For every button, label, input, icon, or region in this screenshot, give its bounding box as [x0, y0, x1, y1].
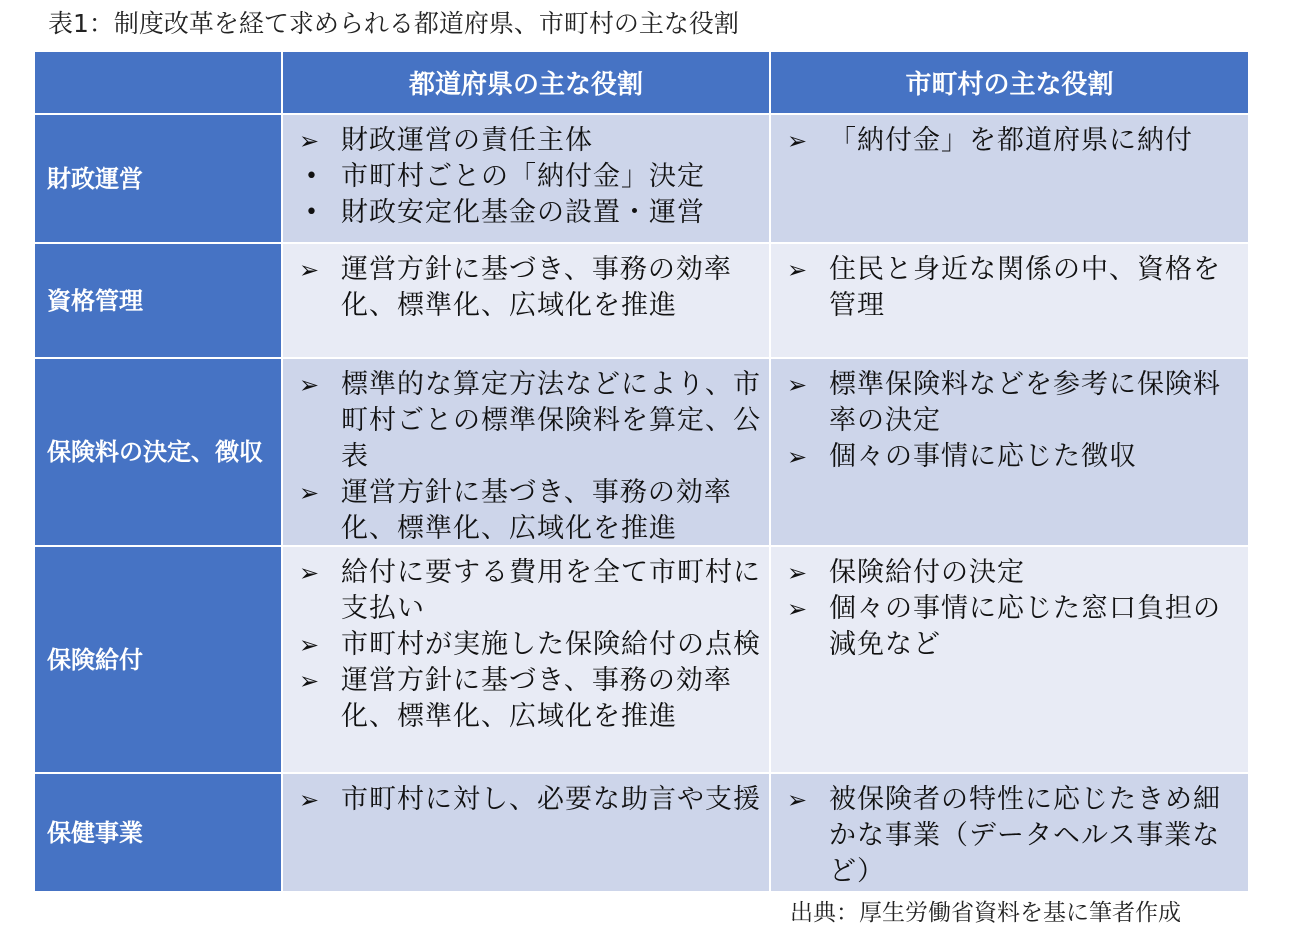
arrow-bullet-icon: ➢	[299, 479, 320, 507]
arrow-bullet-icon: ➢	[787, 786, 808, 814]
cell-municipality-finance	[771, 115, 1248, 242]
list-item	[783, 367, 1240, 439]
list-item-text: 被保険者の特性に応じたきめ細かな事業（データヘルス事業など）	[829, 784, 1221, 887]
list-item-text: 市町村に対し、必要な助言や支援	[341, 784, 761, 815]
row-label-benefits: 保険給付	[35, 547, 281, 772]
cell-prefecture-premium	[283, 359, 769, 545]
list-item-text: 給付に要する費用を全て市町村に支払い	[341, 557, 761, 624]
arrow-bullet-icon: ➢	[299, 127, 320, 155]
arrow-bullet-icon: ➢	[299, 559, 320, 587]
header-prefecture: 都道府県の主な役割	[283, 52, 769, 113]
cell-prefecture-eligibility	[283, 244, 769, 357]
list-item-text: 「納付金」を都道府県に納付	[829, 125, 1193, 156]
list-item	[295, 627, 761, 663]
cell-municipality-health	[771, 774, 1248, 891]
header-blank	[35, 52, 281, 113]
list-item-text: 運営方針に基づき、事務の効率化、標準化、広域化を推進	[341, 665, 732, 732]
item-list	[295, 367, 761, 545]
list-item-text: 住民と身近な関係の中、資格を管理	[829, 254, 1221, 321]
list-item	[295, 555, 761, 627]
item-list	[783, 367, 1240, 475]
list-item	[783, 439, 1240, 475]
list-item-text: 標準的な算定方法などにより、市町村ごとの標準保険料を算定、公表	[341, 369, 761, 472]
table-title: 表1：制度改革を経て求められる都道府県、市町村の主な役割	[48, 9, 739, 38]
list-item-text: 個々の事情に応じた窓口負担の減免など	[829, 593, 1221, 660]
item-list	[295, 252, 761, 324]
list-item	[783, 252, 1240, 324]
arrow-bullet-icon: ➢	[787, 256, 808, 284]
cell-municipality-premium	[771, 359, 1248, 545]
list-item-text: 財政安定化基金の設置・運営	[341, 197, 705, 228]
item-list	[295, 123, 761, 231]
dot-bullet-icon: •	[305, 200, 318, 225]
arrow-bullet-icon: ➢	[299, 667, 320, 695]
arrow-bullet-icon: ➢	[299, 256, 320, 284]
arrow-bullet-icon: ➢	[787, 559, 808, 587]
arrow-bullet-icon: ➢	[299, 371, 320, 399]
item-list	[783, 555, 1240, 663]
list-item-text: 運営方針に基づき、事務の効率化、標準化、広域化を推進	[341, 254, 732, 321]
list-item	[295, 159, 761, 195]
list-item	[295, 252, 761, 324]
list-item	[295, 782, 761, 818]
list-item	[295, 195, 761, 231]
item-list	[295, 555, 761, 735]
arrow-bullet-icon: ➢	[787, 371, 808, 399]
cell-municipality-benefits	[771, 547, 1248, 772]
list-item	[783, 782, 1240, 890]
arrow-bullet-icon: ➢	[787, 443, 808, 471]
arrow-bullet-icon: ➢	[787, 127, 808, 155]
row-label-finance: 財政運営	[35, 115, 281, 242]
list-item	[783, 555, 1240, 591]
cell-prefecture-finance	[283, 115, 769, 242]
source-note: 出典：厚生労働省資料を基に筆者作成	[790, 900, 1181, 926]
dot-bullet-icon: •	[305, 164, 318, 189]
list-item-text: 運営方針に基づき、事務の効率化、標準化、広域化を推進	[341, 477, 732, 544]
list-item-text: 財政運営の責任主体	[341, 125, 593, 156]
arrow-bullet-icon: ➢	[299, 631, 320, 659]
row-label-premium: 保険料の決定、徴収	[35, 359, 281, 545]
list-item-text: 保険給付の決定	[829, 557, 1025, 588]
item-list	[783, 123, 1240, 159]
list-item-text: 個々の事情に応じた徴収	[829, 441, 1137, 472]
row-label-eligibility: 資格管理	[35, 244, 281, 357]
roles-table	[35, 52, 1248, 891]
list-item	[295, 475, 761, 545]
item-list	[295, 782, 761, 818]
cell-prefecture-health	[283, 774, 769, 891]
row-label-health: 保健事業	[35, 774, 281, 891]
cell-prefecture-benefits	[283, 547, 769, 772]
item-list	[783, 252, 1240, 324]
header-municipality: 市町村の主な役割	[771, 52, 1248, 113]
list-item-text: 標準保険料などを参考に保険料率の決定	[829, 369, 1221, 436]
arrow-bullet-icon: ➢	[299, 786, 320, 814]
list-item-text: 市町村が実施した保険給付の点検	[341, 629, 761, 660]
item-list	[783, 782, 1240, 890]
list-item	[783, 123, 1240, 159]
list-item-text: 市町村ごとの「納付金」決定	[341, 161, 705, 192]
arrow-bullet-icon: ➢	[787, 595, 808, 623]
list-item	[295, 663, 761, 735]
list-item	[783, 591, 1240, 663]
list-item	[295, 367, 761, 475]
cell-municipality-eligibility	[771, 244, 1248, 357]
list-item	[295, 123, 761, 159]
